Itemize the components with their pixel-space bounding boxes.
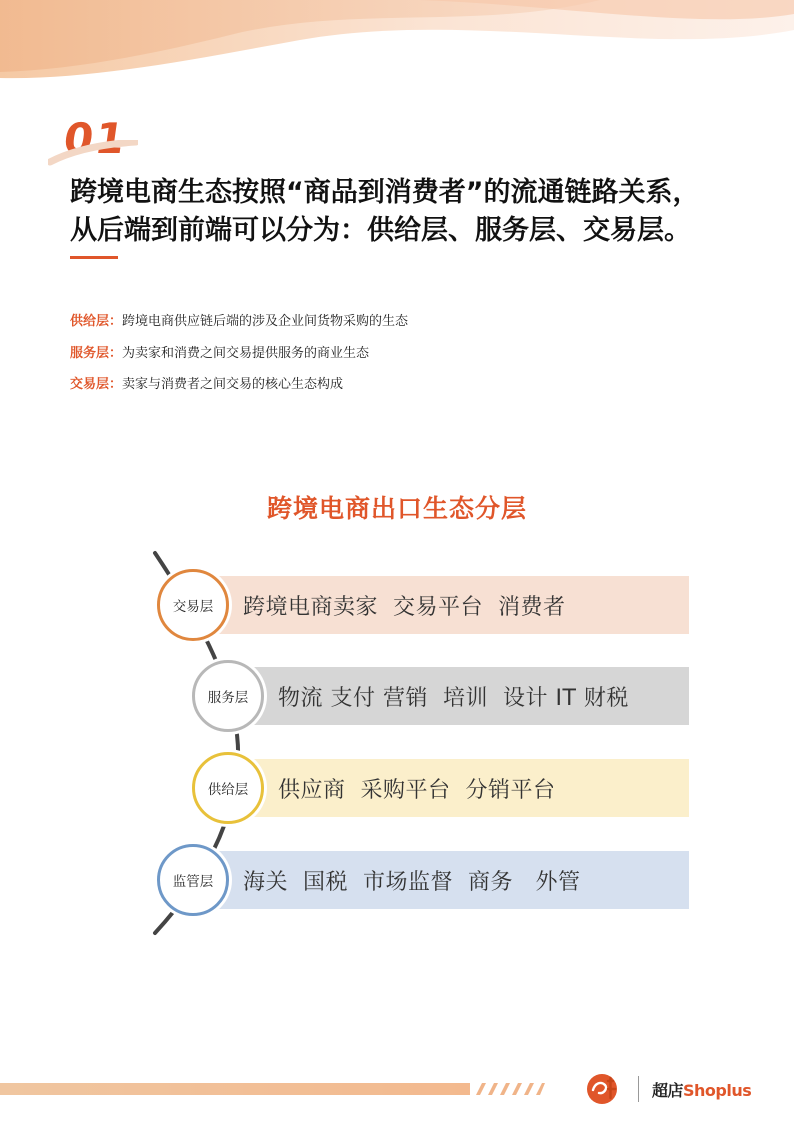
headline	[70, 174, 760, 250]
diagram-title: 跨境电商出口生态分层	[266, 494, 527, 523]
definition-text: 卖家与消费者之间交易的核心生态构成	[122, 377, 344, 392]
headline-line-1: 跨境电商生态按照“商品到消费者”的流通链路关系，	[70, 177, 700, 208]
definition-term: 供给层：	[70, 314, 123, 329]
layer-label: 供给层	[207, 782, 249, 798]
definition-text: 跨境电商供应链后端的涉及企业间货物采购的生态	[122, 314, 409, 329]
definition-item	[70, 346, 750, 362]
definition-item	[70, 377, 750, 393]
headline-underline	[70, 256, 118, 259]
layer-bar-supply	[230, 759, 689, 817]
brand-name-cn: 超店	[652, 1081, 684, 1100]
top-wave-decoration	[0, 0, 794, 90]
layer-label: 监管层	[172, 874, 214, 890]
layer-content: 供应商 采购平台 分销平台	[278, 777, 556, 803]
brand-name-en: Shoplus	[683, 1081, 752, 1100]
definition-text: 为卖家和消费之间交易提供服务的商业生态	[122, 345, 370, 361]
layer-circle-supply	[192, 752, 264, 824]
section-number-swoosh	[48, 140, 138, 166]
layer-bar-trade	[195, 576, 689, 634]
footer-brand	[652, 1078, 751, 1101]
layer-label: 交易层	[172, 599, 214, 615]
logo-icon	[584, 1072, 624, 1106]
layer-bar-regulation	[195, 851, 689, 909]
footer-stripe-bar	[0, 1083, 545, 1095]
footer-divider	[638, 1076, 639, 1102]
headline-line-2: 从后端到前端可以分为：供给层、服务层、交易层。	[70, 215, 691, 246]
layer-content: 跨境电商卖家 交易平台 消费者	[243, 594, 566, 620]
layer-circle-trade	[157, 569, 229, 641]
layer-content: 海关 国税 市场监督 商务 外管	[243, 869, 581, 895]
layer-circle-regulation	[157, 844, 229, 916]
section-number: 01	[60, 114, 130, 163]
layer-content: 物流 支付 营销 培训 设计 IT 财税	[278, 685, 629, 711]
layer-circle-service	[192, 660, 264, 732]
definition-term: 交易层：	[70, 377, 123, 392]
definition-term: 服务层：	[70, 345, 123, 361]
definition-item	[70, 314, 750, 330]
definition-list	[70, 314, 750, 409]
layer-label: 服务层	[207, 690, 249, 706]
layer-bar-service	[230, 667, 689, 725]
